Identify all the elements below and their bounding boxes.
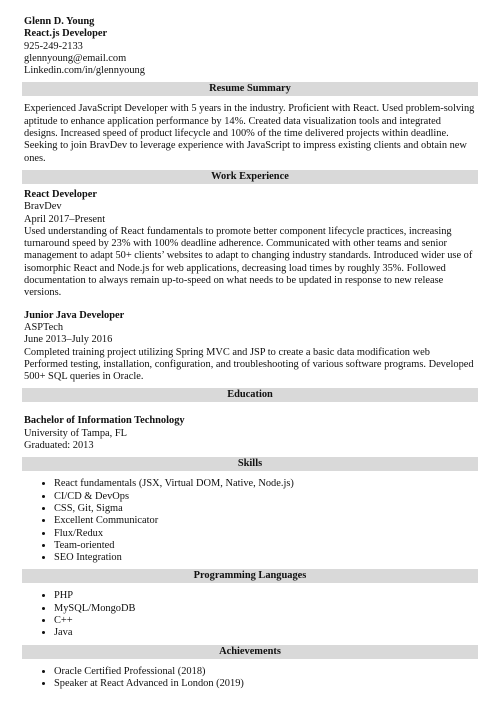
list-item: • React fundamentals (JSX, Virtual DOM, Native, Node.js): [54, 478, 476, 490]
list-item: • CI/CD & DevOps: [54, 491, 476, 503]
section-heading-languages: Programming Languages: [22, 569, 478, 583]
job-company: BravDev: [24, 201, 62, 213]
section-heading-summary: Resume Summary: [22, 82, 478, 96]
list-item: • Java: [54, 627, 476, 639]
achievements-list: [24, 666, 476, 691]
job-title: React Developer: [24, 188, 97, 200]
list-item: • MySQL/MongoDB: [54, 603, 476, 615]
section-heading-achievements: Achievements: [22, 645, 478, 659]
graduation-date: Graduated: 2013: [24, 440, 94, 452]
section-heading-experience: Work Experience: [22, 170, 478, 184]
candidate-title: React.js Developer: [24, 28, 108, 40]
list-item: • Speaker at React Advanced in London (2019): [54, 678, 476, 690]
job-company: ASPTech: [24, 321, 64, 333]
job-dates: April 2017–Present: [24, 213, 106, 225]
list-item: • PHP: [54, 590, 476, 602]
list-item: • Flux/Redux: [54, 528, 476, 540]
languages-list: [24, 590, 476, 639]
list-item: • C++: [54, 615, 476, 627]
phone-number: 925-249-2133: [24, 40, 83, 52]
list-item: • Oracle Certified Professional (2018): [54, 666, 476, 678]
education-entry: [24, 415, 476, 452]
section-heading-education: Education: [22, 388, 478, 402]
job-entry: [24, 189, 476, 300]
job-title: Junior Java Developer: [24, 309, 125, 321]
degree-name: Bachelor of Information Technology: [24, 415, 185, 427]
section-heading-skills: Skills: [22, 457, 478, 471]
contact-header: [24, 16, 476, 77]
summary-text: Experienced JavaScript Developer with 5 years in the industry. Proficient with React. Used problem-solving aptitude to enhance application performance by 14%. Created data visualization tools and integrated designs. Increased speed of product lifecycle and 100% of the time delivered projects within deadline. Seeking to join BravDev to leverage experience with JavaScript to impress existing clients and obtain new ones.: [24, 103, 475, 164]
skills-list: [24, 478, 476, 564]
job-description: Completed training project utilizing Spring MVC and JSP to create a basic data modification web Performed testing, installation, configuration, and troubleshooting of various software programs. Developed 500+ SQL queries in Oracle.: [24, 346, 474, 383]
list-item: • Team-oriented: [54, 540, 476, 552]
list-item: • SEO Integration: [54, 552, 476, 564]
linkedin-url: Linkedin.com/in/glennyoung: [24, 65, 145, 77]
job-entry: [24, 310, 476, 384]
school-name: University of Tampa, FL: [24, 427, 127, 439]
job-description: Used understanding of React fundamentals to promote better component lifecycle practices, increasing turnaround speed by 23% with 100% deadline adherence. Communicated with other teams and senior management to adapt 50+ clients’ websites to adapt to changing industry standards. Introduced wider use of isomorphic React and Node.js for web applications, decreasing load times by roughly 35%. Followed documentation to always remain up-to-speed on what needs to be updated in response to new release versions.: [24, 225, 473, 299]
job-dates: June 2013–July 2016: [24, 334, 113, 346]
candidate-name: Glenn D. Young: [24, 16, 95, 27]
list-item: • CSS, Git, Sigma: [54, 503, 476, 515]
email-address: glennyoung@email.com: [24, 52, 127, 64]
list-item: • Excellent Communicator: [54, 515, 476, 527]
